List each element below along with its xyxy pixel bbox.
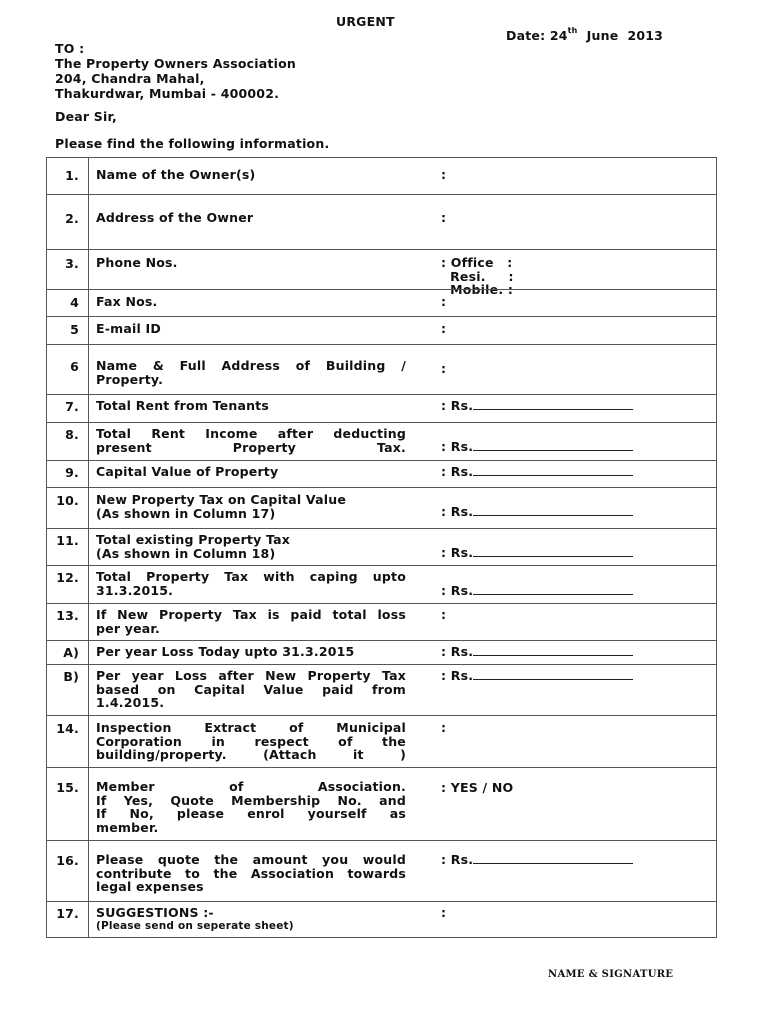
row-value-prefix: : Rs.: [441, 464, 474, 479]
row-number-cell: [47, 345, 89, 394]
row-value-prefix: : Rs.: [441, 644, 474, 659]
row-value-field[interactable]: [441, 584, 633, 598]
row-value-field[interactable]: [441, 608, 446, 622]
row-label: [96, 359, 406, 386]
row-value-field[interactable]: [441, 505, 633, 519]
row-number: 16.: [56, 853, 79, 868]
row-value-prefix: :: [441, 607, 447, 622]
row-label: [96, 168, 406, 182]
row-label-line: Address of the Owner: [96, 210, 254, 225]
row-value-prefix: : Rs.: [441, 398, 474, 413]
row-label-line: If Yes, Quote Membership No. and: [96, 792, 406, 808]
row-value-field[interactable]: [441, 645, 633, 659]
row-number: 11.: [56, 533, 79, 548]
row-label-line: Please quote the amount you would: [96, 852, 406, 867]
row-number: 2.: [65, 211, 79, 226]
to-label: TO :: [55, 41, 85, 56]
row-number-cell: [47, 641, 89, 664]
row-number-cell: [47, 290, 89, 316]
form-row: [46, 422, 717, 460]
row-number: B): [63, 669, 79, 684]
amount-blank-line[interactable]: [473, 669, 633, 680]
row-number: 12.: [56, 570, 79, 585]
row-label: [96, 608, 406, 635]
intro-text: Please find the following information.: [55, 136, 330, 151]
row-value-prefix: : Rs.: [441, 583, 474, 598]
row-label: [96, 322, 406, 336]
row-number-cell: [47, 250, 89, 289]
amount-blank-line[interactable]: [473, 440, 633, 451]
row-number-cell: [47, 665, 89, 715]
form-row: [46, 528, 717, 565]
row-number: 9.: [65, 465, 79, 480]
row-label: [96, 256, 406, 270]
row-number: 3.: [65, 256, 79, 271]
row-value-field[interactable]: [441, 721, 446, 735]
row-label-line: If No, please enrol yourself as: [96, 806, 406, 821]
row-label-line: legal expenses: [96, 879, 204, 894]
row-value-prefix: :: [441, 905, 447, 920]
form-row: [46, 840, 717, 901]
row-label-line: Property.: [96, 371, 164, 387]
amount-blank-line[interactable]: [473, 853, 633, 864]
address-line: The Property Owners Association: [55, 56, 296, 71]
row-label: [96, 906, 406, 933]
row-number-cell: [47, 488, 89, 528]
information-form: [46, 157, 717, 938]
row-value-field[interactable]: [441, 211, 446, 225]
form-row: [46, 664, 717, 715]
row-value-prefix: : Rs.: [441, 545, 474, 560]
address-line: 204, Chandra Mahal,: [55, 71, 205, 86]
row-number-cell: [47, 716, 89, 767]
row-value-field[interactable]: [441, 546, 633, 560]
row-number-cell: [47, 195, 89, 249]
row-number-cell: [47, 423, 89, 460]
form-row: [46, 289, 717, 316]
row-value-prefix: : Rs.: [441, 504, 474, 519]
row-label-line: building/property. (Attach it ): [96, 747, 406, 762]
row-number: 14.: [56, 721, 79, 736]
form-row: [46, 715, 717, 767]
row-label-line: Total Rent from Tenants: [96, 398, 269, 413]
row-number-cell: [47, 395, 89, 422]
urgent-heading: URGENT: [336, 14, 395, 29]
salutation: Dear Sir,: [55, 109, 117, 124]
row-number-cell: [47, 158, 89, 194]
row-label-line: E-mail ID: [96, 321, 161, 336]
row-label-line: New Property Tax on Capital Value: [96, 492, 346, 507]
phone-type-label: Resi. :: [441, 268, 514, 284]
row-value-field[interactable]: [441, 295, 446, 309]
row-number: 13.: [56, 608, 79, 623]
row-label-line: Capital Value of Property: [96, 464, 279, 479]
row-label-line: Member of Association.: [96, 779, 406, 794]
row-label-line: Phone Nos.: [96, 255, 178, 270]
form-row: [46, 316, 717, 344]
row-value-field[interactable]: [441, 906, 446, 920]
row-value-field[interactable]: [441, 399, 633, 413]
row-number: 8.: [65, 427, 79, 442]
row-value-prefix: :: [441, 361, 447, 376]
form-row: [46, 394, 717, 422]
row-number-cell: [47, 566, 89, 603]
form-row: [46, 487, 717, 528]
row-number: 5: [70, 322, 79, 337]
row-value-field[interactable]: [441, 669, 633, 683]
row-label: [96, 570, 406, 597]
row-label-line: contribute to the Association towards: [96, 865, 406, 881]
row-value-field[interactable]: [441, 465, 633, 479]
row-number-cell: [47, 461, 89, 487]
row-label: [96, 780, 406, 834]
amount-blank-line[interactable]: [473, 546, 633, 557]
row-number: 6: [70, 359, 79, 374]
address-line: Thakurdwar, Mumbai - 400002.: [55, 86, 280, 101]
row-value-field[interactable]: [441, 440, 633, 454]
row-value-field[interactable]: [441, 362, 446, 376]
form-row: [46, 767, 717, 840]
row-label-line: Name & Full Address of Building /: [96, 358, 406, 373]
form-row: [46, 901, 717, 938]
row-label: [96, 427, 406, 454]
form-row: [46, 157, 717, 194]
row-value-prefix: : YES / NO: [441, 780, 514, 795]
form-row: [46, 603, 717, 640]
row-label-line: SUGGESTIONS :-: [96, 905, 214, 920]
row-label-line: 1.4.2015.: [96, 695, 165, 710]
row-label-line: Total Rent Income after deducting: [96, 426, 406, 441]
row-label-line: per year.: [96, 620, 160, 636]
signature-label: NAME & SIGNATURE: [548, 969, 674, 980]
row-number: 10.: [56, 493, 79, 508]
row-value-prefix: : Rs.: [441, 668, 474, 683]
amount-blank-line[interactable]: [473, 584, 633, 595]
row-value-prefix: : Office :: [441, 255, 513, 270]
row-label-line: Fax Nos.: [96, 294, 158, 309]
row-label: [96, 669, 406, 710]
row-number-cell: [47, 317, 89, 344]
row-label: [96, 533, 406, 560]
date-line: Date: 24th June 2013: [506, 26, 664, 43]
row-label-line: Corporation in respect of the: [96, 733, 406, 749]
row-number-cell: [47, 768, 89, 840]
row-label-line: Per year Loss after New Property Tax: [96, 668, 406, 683]
row-number: 4: [70, 295, 79, 310]
row-number: A): [63, 645, 79, 660]
form-row: [46, 460, 717, 487]
row-value-field[interactable]: [441, 322, 446, 336]
row-label: [96, 399, 406, 413]
row-number-cell: [47, 902, 89, 937]
row-label-line: Inspection Extract of Municipal: [96, 720, 406, 735]
row-label-line: based on Capital Value paid from: [96, 681, 406, 697]
row-value-field[interactable]: [441, 168, 446, 182]
row-value-prefix: : Rs.: [441, 852, 474, 867]
amount-blank-line[interactable]: [473, 399, 633, 410]
row-value-field[interactable]: [441, 853, 633, 867]
row-value-field[interactable]: [441, 781, 513, 795]
form-row: [46, 249, 717, 297]
form-row: [46, 640, 717, 664]
row-note: (Please send on seperate sheet): [96, 919, 294, 932]
amount-blank-line[interactable]: [473, 505, 633, 516]
row-value-prefix: :: [441, 720, 447, 735]
row-label: [96, 853, 406, 894]
row-number: 1.: [65, 168, 79, 183]
row-label: [96, 295, 406, 309]
row-number-cell: [47, 529, 89, 565]
row-number: 15.: [56, 780, 79, 795]
row-label: [96, 721, 406, 762]
row-label-line: present Property Tax.: [96, 439, 406, 455]
recipient-address: [55, 41, 296, 101]
row-number: 7.: [65, 399, 79, 414]
row-label-line: Name of the Owner(s): [96, 167, 256, 182]
amount-blank-line[interactable]: [473, 645, 633, 656]
row-label: [96, 465, 406, 479]
row-label-line: If New Property Tax is paid total loss: [96, 607, 406, 622]
row-label: [96, 493, 406, 520]
row-label-line: Per year Loss Today upto 31.3.2015: [96, 644, 355, 659]
row-value-prefix: :: [441, 294, 447, 309]
row-number-cell: [47, 841, 89, 901]
row-value-prefix: : Rs.: [441, 439, 474, 454]
form-row: [46, 194, 717, 249]
row-number: 17.: [56, 906, 79, 921]
row-label: [96, 645, 406, 659]
row-label-line: Total Property Tax with caping upto: [96, 569, 406, 584]
row-label-line: (As shown in Column 17): [96, 505, 276, 521]
row-label-line: (As shown in Column 18): [96, 545, 276, 561]
row-label-line: Total existing Property Tax: [96, 532, 291, 547]
row-value-prefix: :: [441, 210, 447, 225]
amount-blank-line[interactable]: [473, 465, 633, 476]
form-row: [46, 344, 717, 394]
row-value-prefix: :: [441, 167, 447, 182]
row-value-prefix: :: [441, 321, 447, 336]
row-number-cell: [47, 604, 89, 640]
row-label-line: member.: [96, 819, 159, 835]
row-label: [96, 211, 406, 225]
row-label-line: 31.3.2015.: [96, 582, 174, 598]
phone-type-label: Mobile. :: [441, 282, 514, 297]
form-row: [46, 565, 717, 603]
